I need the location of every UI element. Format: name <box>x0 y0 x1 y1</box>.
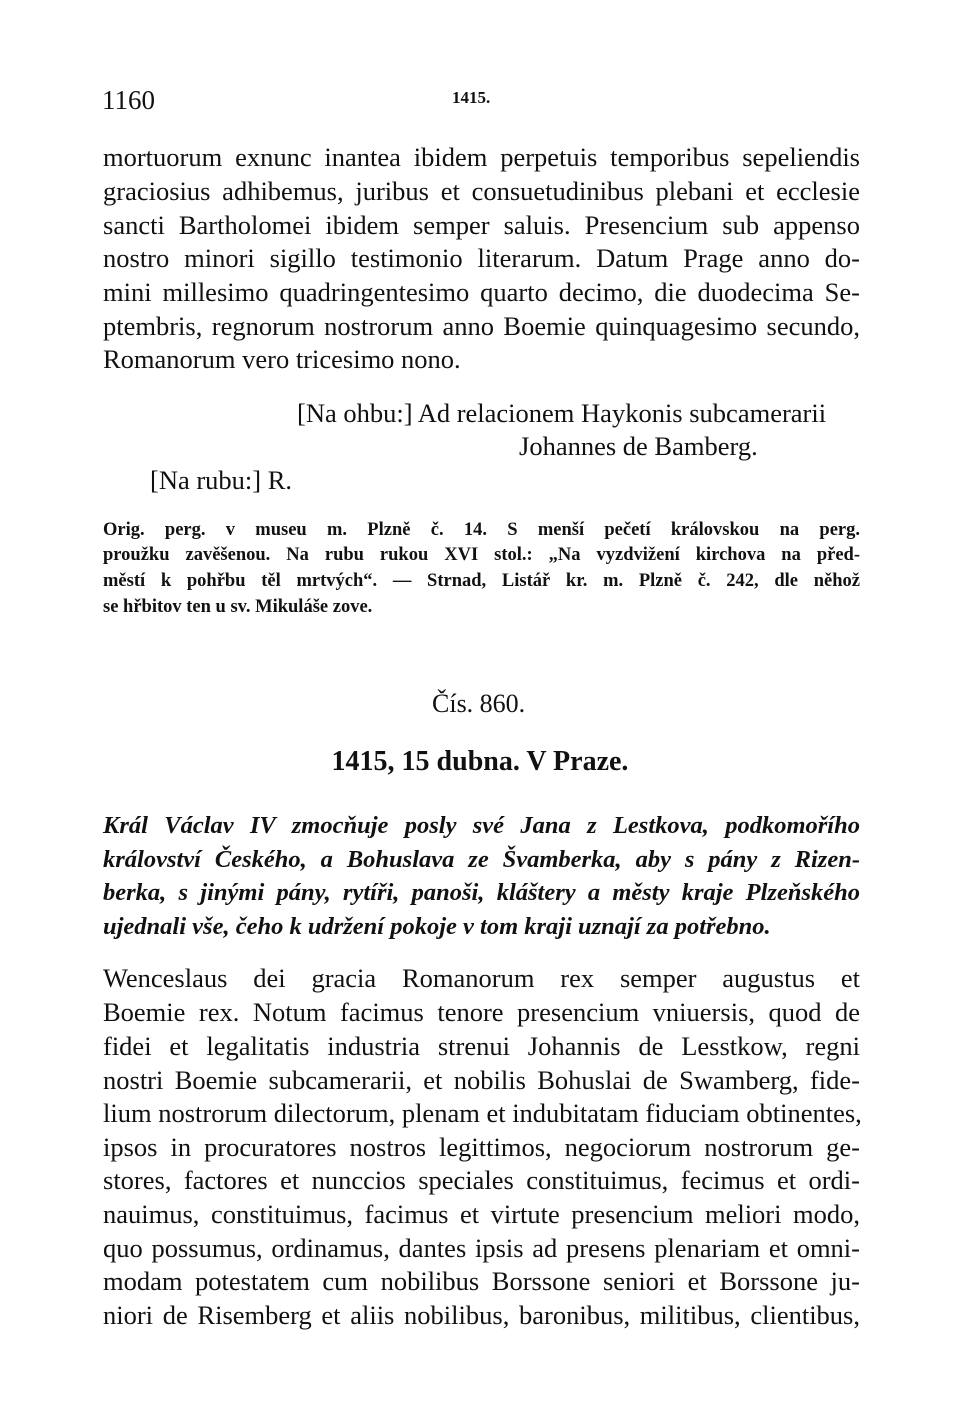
text-line: Wenceslaus dei gracia Romanorum rex semper augustus et <box>103 963 860 993</box>
source-note-line: Orig. perg. v museu m. Plzně č. 14. S menší pečetí královskou na perg. <box>103 520 860 540</box>
text-line: mortuorum exnunc inantea ibidem perpetuis temporibus sepeliendis <box>103 142 860 172</box>
text-line: fidei et legalitatis industria strenui Johannis de Lesstkow, regni <box>103 1031 860 1061</box>
fold-endorsement: [Na ohbu:] Ad relacionem Haykonis subcamerarii <box>297 398 827 428</box>
text-line: ptembris, regnorum nostrorum anno Boemie quinquagesimo secundo, <box>103 311 860 341</box>
source-note-line: městí k pohřbu těl mrtvých“. — Strnad, Listář kr. m. Plzně č. 242, dle něhož <box>103 571 860 591</box>
page-number: 1160 <box>102 85 155 115</box>
text-line: graciosius adhibemus, juribus et consuetudinibus plebani et ecclesie <box>103 176 860 206</box>
document-number: Čís. 860. <box>432 689 526 718</box>
text-line: nauimus, constituimus, facimus et virtute presencium meliori modo, <box>103 1199 860 1229</box>
text-line: stores, factores et nunccios speciales constituimus, fecimus et ordi- <box>103 1165 860 1195</box>
text-line: quo possumus, ordinamus, dantes ipsis ad presens plenariam et omni- <box>103 1233 860 1263</box>
text-line: Romanorum vero tricesimo nono. <box>103 344 461 374</box>
text-line: lium nostrorum dilectorum, plenam et indubitatam fiduciam obtinentes, <box>103 1098 862 1128</box>
source-note-line: proužku zavěšenou. Na rubu rukou XVI stol.: „Na vyzdvižení kirchova na před- <box>103 545 860 565</box>
text-line: Boemie rex. Notum facimus tenore presencium vniuersis, quod de <box>103 997 860 1027</box>
regest-line: berka, s jinými pány, rytíři, panoši, kláštery a městy kraje Plzeňského <box>103 879 860 906</box>
text-line: ipsos in procuratores nostros legittimos, negociorum nostrorum ge- <box>103 1132 860 1162</box>
text-line: mini millesimo quadringentesimo quarto decimo, die duodecima Se- <box>103 277 860 307</box>
document-date-place: 1415, 15 dubna. V Praze. <box>331 746 629 777</box>
running-head-year: 1415. <box>452 88 491 107</box>
regest-line: království Českého, a Bohuslava ze Švamberka, aby s pány z Rizen- <box>103 846 860 873</box>
text-line: niori de Risemberg et aliis nobilibus, baronibus, militibus, clientibus, <box>103 1300 860 1330</box>
source-note-line: se hřbitov ten u sv. Mikuláše zove. <box>103 597 373 617</box>
regest-line: ujednali vše, čeho k udržení pokoje v tom kraji uznají za potřebno. <box>103 913 771 940</box>
text-line: modam potestatem cum nobilibus Borssone seniori et Borssone ju- <box>103 1266 860 1296</box>
edge-endorsement: [Na rubu:] R. <box>150 465 293 495</box>
regest-line: Král Václav IV zmocňuje posly své Jana z Lestkova, podkomořího <box>103 812 860 839</box>
text-line: nostri Boemie subcamerarii, et nobilis Bohuslai de Swamberg, fide- <box>103 1065 860 1095</box>
text-line: sancti Bartholomei ibidem semper saluis. Presencium sub appenso <box>103 210 860 240</box>
fold-signature-name: Johannes de Bamberg. <box>519 431 758 461</box>
text-line: nostro minori sigillo testimonio literarum. Datum Prage anno do- <box>103 243 860 273</box>
